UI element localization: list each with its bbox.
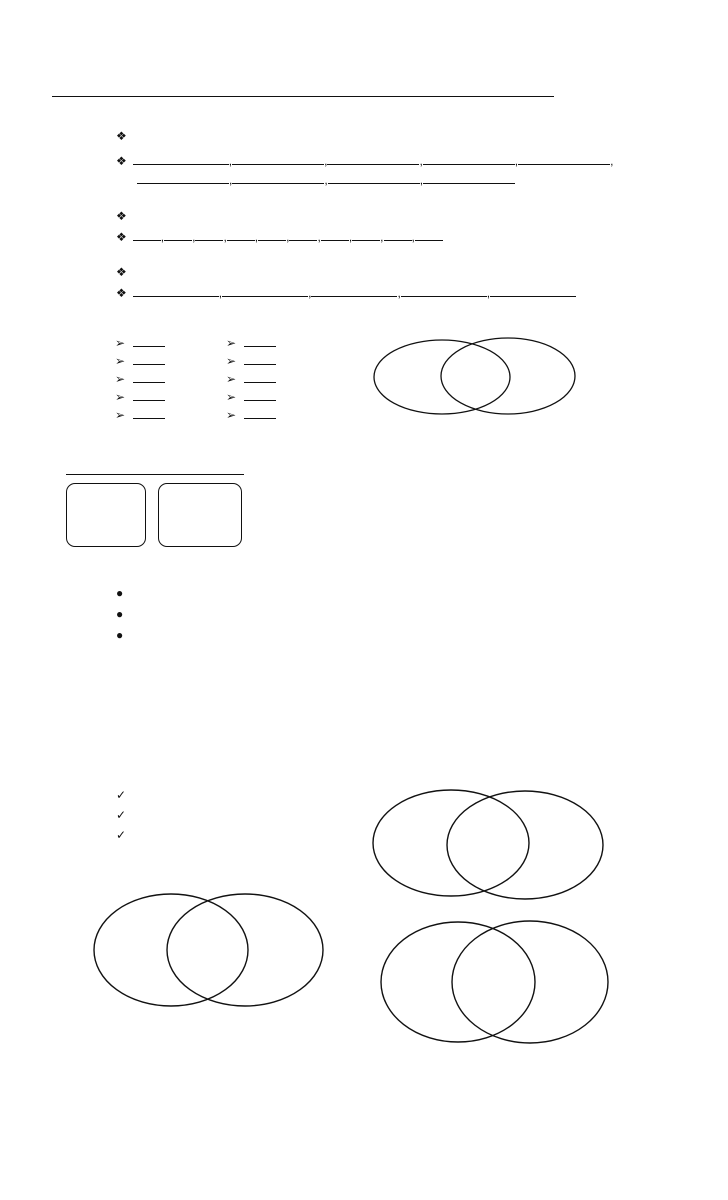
check-icon: ✓ [116, 808, 127, 822]
round-bullet-icon: ● [116, 586, 124, 600]
venn-at-a-circle [94, 894, 248, 1006]
diamond-bullet-icon: ❖ [116, 154, 127, 168]
venn-ct-t-circle [452, 921, 608, 1043]
s1-a-answer-cont: , , , [137, 172, 515, 187]
round-bullet-icon: ● [116, 628, 124, 642]
arrow-bullet-icon: ➢ [226, 354, 237, 368]
arrow-bullet-icon: ➢ [115, 390, 126, 404]
s1-a-answer: ❖ , , , , , [116, 154, 614, 168]
arrow-bullet-icon: ➢ [226, 372, 237, 386]
diamond-bullet-icon: ❖ [116, 265, 127, 279]
check-icon: ✓ [116, 828, 127, 842]
s1-g-answer: ❖ , , , , [116, 285, 576, 300]
diamond-bullet-icon: ❖ [116, 230, 127, 244]
venn-ac-c-circle [447, 791, 603, 899]
arrow-bullet-icon: ➢ [115, 372, 126, 386]
arrow-bullet-icon: ➢ [226, 408, 237, 422]
arrow-bullet-icon: ➢ [226, 336, 237, 350]
arrow-bullet-icon: ➢ [115, 336, 126, 350]
diamond-bullet-icon: ❖ [116, 286, 127, 300]
check-icon: ✓ [116, 788, 127, 802]
diamond-bullet-icon: ❖ [116, 129, 127, 143]
arrow-bullet-icon: ➢ [115, 354, 126, 368]
venn-at-t-circle [167, 894, 323, 1006]
arrow-bullet-icon: ➢ [115, 408, 126, 422]
diamond-bullet-icon: ❖ [116, 209, 127, 223]
arrow-bullet-icon: ➢ [226, 390, 237, 404]
venn-ct-c-circle [381, 922, 535, 1042]
s1-t-answer: ❖ , , , , , , , , , [116, 229, 443, 244]
round-bullet-icon: ● [116, 607, 124, 621]
venn-ac-a-circle [373, 790, 529, 896]
